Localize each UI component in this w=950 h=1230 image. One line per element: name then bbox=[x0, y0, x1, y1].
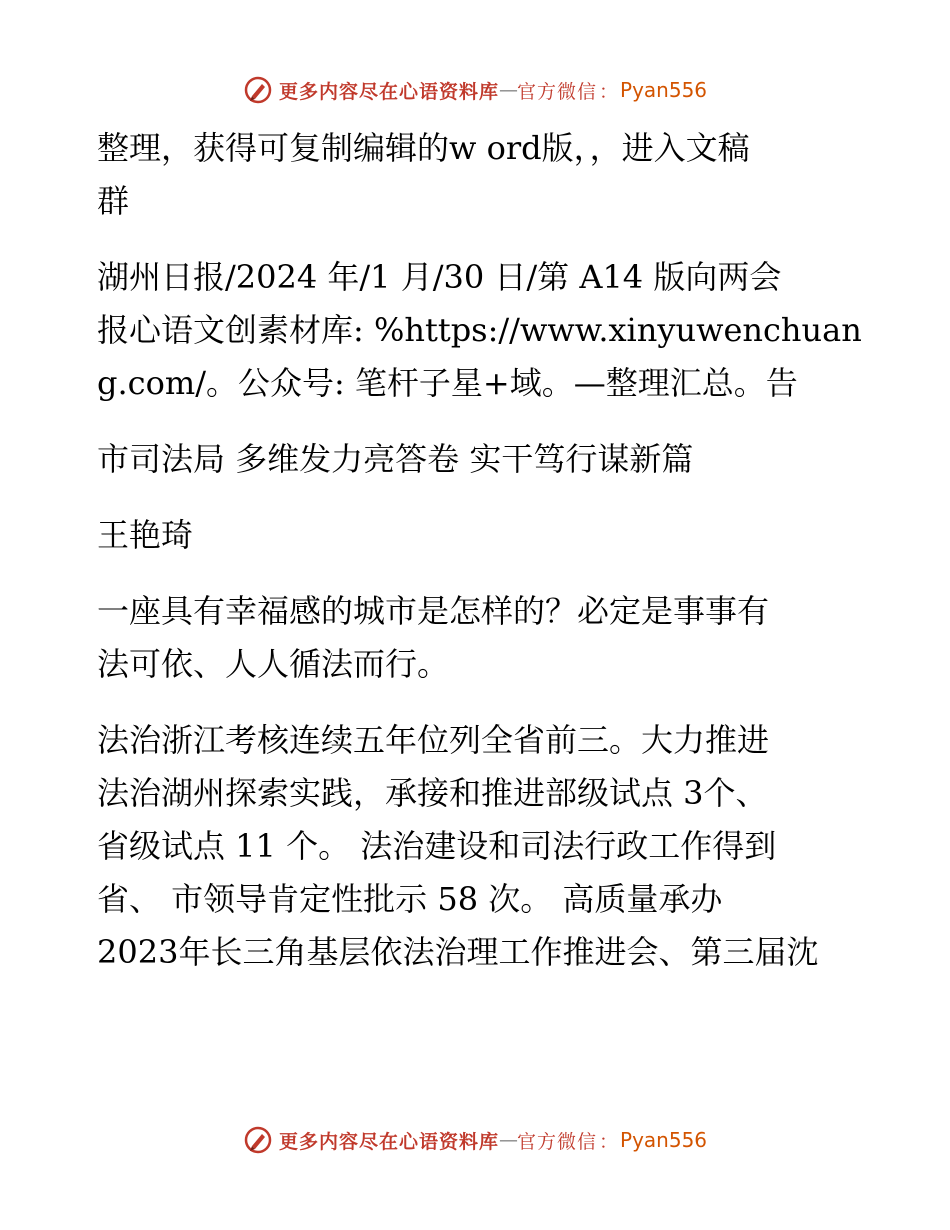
text-line: 报心语文创素材库: %https://www.xinyuwenchuan bbox=[97, 311, 862, 349]
wechat-label: 官方微信 bbox=[516, 80, 597, 103]
paragraph bbox=[97, 714, 867, 979]
paragraph bbox=[97, 585, 867, 691]
text-line: 法可依、人人循法而行。 bbox=[97, 645, 450, 683]
colon: ： bbox=[599, 80, 619, 103]
colon: ： bbox=[599, 1130, 619, 1153]
paragraph bbox=[97, 251, 867, 410]
wechat-id: Pyan556 bbox=[620, 78, 708, 102]
wechat-label: 官方微信 bbox=[516, 1130, 597, 1153]
footer-banner bbox=[0, 1120, 950, 1160]
text-line: 2023年长三角基层依法治理工作推进会、第三届沈 bbox=[97, 933, 819, 971]
paragraph bbox=[97, 509, 867, 562]
text-line: 整理，获得可复制编辑的w ord版，，进入文稿 bbox=[97, 129, 750, 167]
text-line: 法治浙江考核连续五年位列全省前三。大力推进 bbox=[97, 721, 770, 759]
text-line: 湖州日报/2024 年/1 月/30 日/第 A14 版向两会 bbox=[97, 258, 782, 296]
separator: — bbox=[498, 1129, 517, 1151]
wechat-id: Pyan556 bbox=[620, 1128, 708, 1152]
text-line: 法治湖州探索实践，承接和推进部级试点 3个、 bbox=[97, 774, 768, 812]
promo-text: 更多内容尽在心语资料库 bbox=[278, 80, 499, 103]
text-line: 群 bbox=[97, 182, 130, 220]
paragraph bbox=[97, 433, 867, 486]
text-line: 省级试点 11 个。 法治建设和司法行政工作得到 bbox=[97, 827, 777, 865]
text-line: 王艳琦 bbox=[97, 516, 194, 554]
text-line: 市司法局 多维发力亮答卷 实干笃行谋新篇 bbox=[97, 440, 694, 478]
paragraph bbox=[97, 122, 867, 228]
header-banner bbox=[0, 70, 950, 110]
promo-text: 更多内容尽在心语资料库 bbox=[278, 1130, 499, 1153]
separator: — bbox=[498, 79, 517, 101]
text-line: g.com/。公众号: 笔杆子星+域。—整理汇总。告 bbox=[97, 364, 798, 402]
document-body bbox=[97, 122, 867, 1002]
pen-logo-icon bbox=[243, 1125, 273, 1155]
text-line: 一座具有幸福感的城市是怎样的？必定是事事有 bbox=[97, 592, 770, 630]
pen-logo-icon bbox=[243, 75, 273, 105]
text-line: 省、 市领导肯定性批示 58 次。 高质量承办 bbox=[97, 880, 723, 918]
